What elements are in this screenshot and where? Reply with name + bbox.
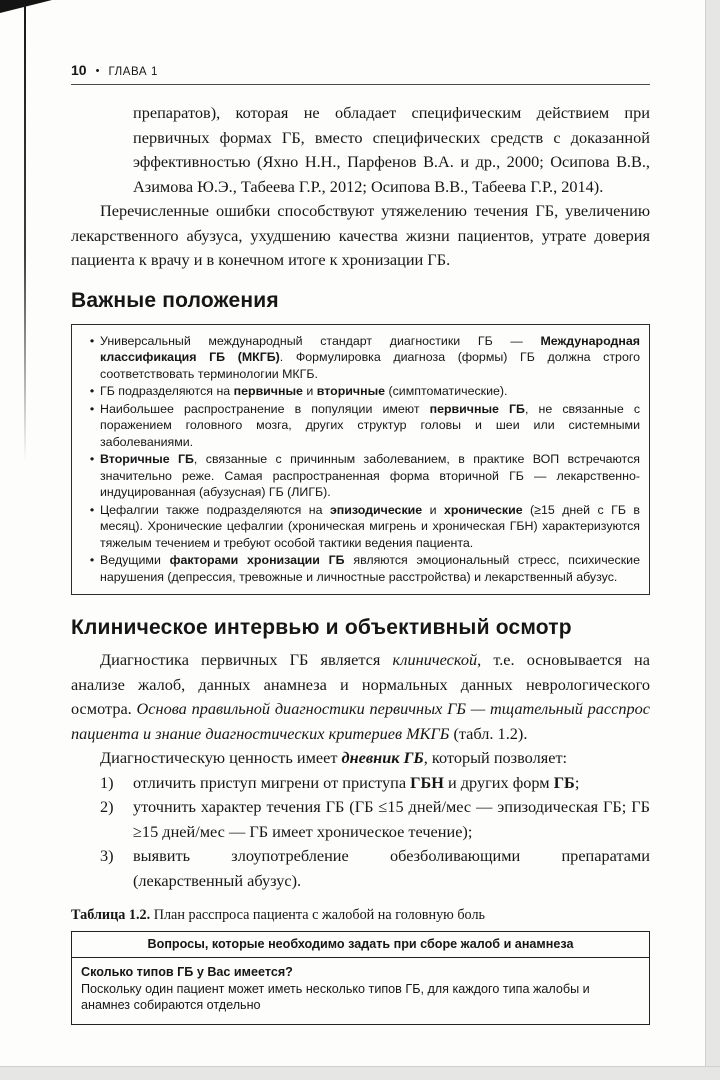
- key-point-item: [78, 502, 640, 552]
- section-title-key-points: Важные положения: [71, 288, 279, 312]
- numbered-item: [71, 795, 650, 844]
- item-text: отличить приступ мигрени от приступа ГБН и других форм ГБ;: [133, 772, 580, 792]
- item-text: выявить злоупотребление обезболивающими препаратами (лекарственный абузус).: [133, 846, 650, 890]
- key-point-item: [78, 333, 640, 383]
- running-header: [71, 62, 650, 78]
- table-row-detail: Поскольку один пациент может иметь несколько типов ГБ, для каждого типа жалобы и анамнез собираются отдельно: [81, 981, 590, 1012]
- diary-benefits-list: [71, 771, 650, 894]
- key-points-list: [78, 333, 640, 586]
- bullet-icon: •: [89, 553, 95, 567]
- chapter-label: ГЛАВА 1: [108, 66, 158, 78]
- key-point-item: [78, 451, 640, 501]
- scan-edge-right: [705, 0, 720, 1080]
- header-bullet-icon: •: [95, 65, 100, 77]
- scan-edge-bottom: [0, 1066, 720, 1080]
- table-row: [72, 958, 649, 1024]
- item-number: 1): [100, 772, 114, 792]
- key-point-text: Цефалгии также подразделяются на эпизодические и хронические (≥15 дней с ГБ в месяц). Хронические цефалгии (хроническая мигрень и хроническая ГБН) характеризуются тяжелым течением и требуют особой тактики ведения пациента.: [100, 502, 640, 550]
- binding-shadow-line: [24, 4, 26, 462]
- item-number: 2): [100, 797, 114, 816]
- header-rule: [71, 84, 650, 85]
- bullet-icon: •: [89, 502, 95, 517]
- table-header: Вопросы, которые необходимо задать при сборе жалоб и анамнеза: [72, 932, 649, 958]
- table-caption: Таблица 1.2. План расспроса пациента с жалобой на головную боль: [71, 907, 485, 923]
- numbered-item: [71, 771, 650, 796]
- item-number: 3): [100, 846, 114, 865]
- key-points-box: [71, 324, 650, 596]
- section-title-interview: Клиническое интервью и объективный осмотр: [71, 616, 572, 639]
- paragraph-diary: Диагностическую ценность имеет дневник ГБ, который позволяет:: [100, 748, 568, 767]
- key-point-text: ГБ подразделяются на первичные и вторичные (симптоматические).: [100, 384, 508, 398]
- table-row-question: Сколько типов ГБ у Вас имеется?: [81, 965, 293, 979]
- key-point-text: Универсальный международный стандарт диагностики ГБ — Международная классификация ГБ (МКГБ). Формулировка диагноза (формы) ГБ должна строго соответствовать терминологии МКГБ.: [100, 333, 640, 381]
- key-point-text: Наибольшее распространение в популяции имеют первичные ГБ, не связанные с поражением головного мозга, других структур головы и шеи или системными заболеваниями.: [100, 401, 641, 449]
- question-table: [71, 931, 650, 1025]
- paragraph-diagnostics: Диагностика первичных ГБ является клинической, т.е. основывается на анализе жалоб, данных анамнеза и нормальных данных неврологического осмотра. Основа правильной диагностики первичных ГБ — тщательный расспрос пациента и знание диагностических критериев МКГБ (табл. 1.2).: [71, 650, 651, 743]
- key-point-item: [78, 401, 640, 451]
- bullet-icon: •: [89, 384, 95, 398]
- page-number: 10: [71, 62, 87, 78]
- key-point-item: [78, 383, 640, 400]
- key-point-text: Ведущими факторами хронизации ГБ являются эмоциональный стресс, психические нарушения (депрессия, тревожные и личностные расстройства) и лекарственный абузус.: [100, 553, 640, 584]
- bullet-icon: •: [89, 401, 95, 416]
- paragraph-continuation: препаратов), которая не обладает специфическим действием при первичных формах ГБ, вместо специфических средств с доказанной эффективностью (Яхно Н.Н., Парфенов В.А. и др., 2000; Осипова В.В., Азимова Ю.Э., Табеева Г.Р., 2012; Осипова В.В., Табеева Г.Р., 2014).: [133, 103, 650, 196]
- item-text: уточнить характер течения ГБ (ГБ ≤15 дней/мес — эпизодическая ГБ; ГБ ≥15 дней/мес — ГБ имеет хроническое течение);: [133, 797, 650, 841]
- bullet-icon: •: [89, 333, 95, 348]
- key-point-item: [78, 552, 640, 585]
- numbered-item: [71, 844, 650, 893]
- paragraph-errors: Перечисленные ошибки способствуют утяжелению течения ГБ, увеличению лекарственного абузуса, ухудшению качества жизни пациентов, утрате доверия пациента к врачу и в конечном итоге к хронизации ГБ.: [71, 201, 650, 269]
- key-point-text: Вторичные ГБ, связанные с причинным заболеванием, в практике ВОП встречаются значительно реже. Самая распространенная форма вторичной ГБ — лекарственно-индуцированная (абузусная) ГБ (ЛИГБ).: [100, 452, 640, 499]
- bullet-icon: •: [89, 452, 95, 466]
